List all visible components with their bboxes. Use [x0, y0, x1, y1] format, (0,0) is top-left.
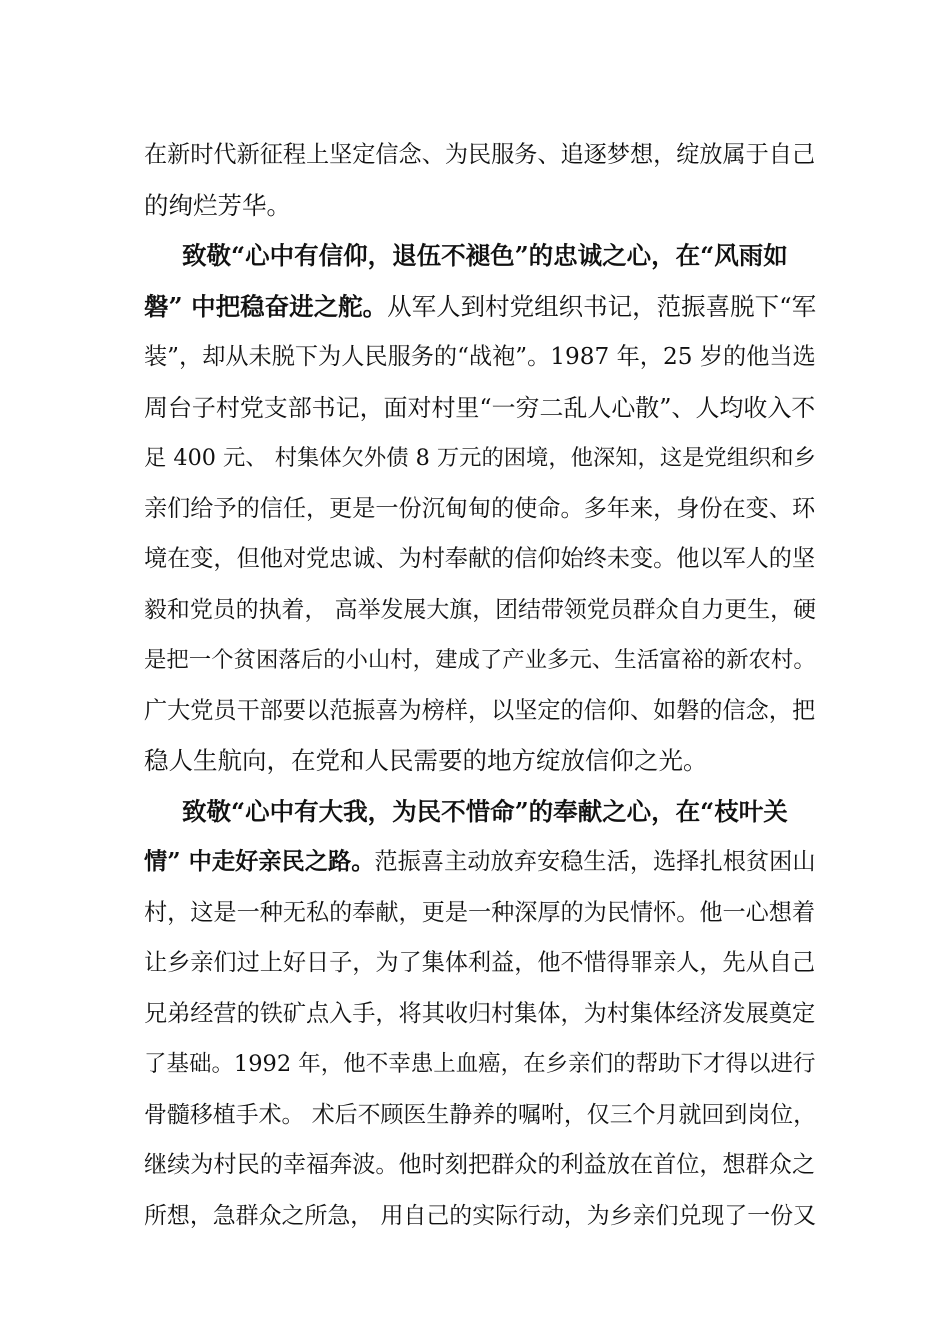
body-text-segment: 从军人到村党组织书记，范振喜脱下“军 [387, 291, 817, 321]
text-line [144, 534, 814, 585]
bold-heading-text: 致敬“心中有大我，为民不惜命”的奉献之心，在“枝叶关 [182, 796, 788, 826]
text-line [144, 332, 814, 383]
body-text-segment: 在新时代新征程上坚定信念、为民服务、追逐梦想，绽放属于自己 [144, 142, 816, 168]
text-line [144, 938, 814, 989]
body-text-segment: 装”，却从未脱下为人民服务的“战袍”。1987 年，25 岁的他当选 [144, 343, 816, 370]
body-text-segment: 广大党员干部要以范振喜为榜样，以坚定的信仰、如磐的信念，把 [144, 697, 816, 724]
text-line [144, 837, 814, 888]
text-line [144, 484, 814, 535]
text-line [144, 130, 814, 181]
body-text-segment: 稳人生航向，在党和人民需要的地方绽放信仰之光。 [144, 746, 708, 775]
text-line [144, 736, 814, 787]
body-text-segment: 兄弟经营的铁矿点入手，将其收归村集体，为村集体经济发展奠定 [144, 1000, 816, 1027]
body-text-segment: 足 400 元、 村集体欠外债 8 万元的困境，他深知，这是党组织和乡 [144, 445, 816, 471]
text-line [144, 1140, 814, 1191]
bold-heading-text: 致敬“心中有信仰，退伍不褪色”的忠诚之心，在“风雨如 [182, 241, 788, 270]
body-text-segment: 毅和党员的执着， 高举发展大旗，团结带领党员群众自力更生，硬 [144, 596, 817, 623]
text-line [144, 1191, 817, 1242]
text-line [144, 383, 814, 434]
text-line [144, 635, 814, 686]
body-text-segment: 周台子村党支部书记，面对村里“一穷二乱人心散”、人均收入不 [144, 393, 816, 422]
body-text-segment: 所想，急群众之所急， 用自己的实际行动，为乡亲们兑现了一份又 [144, 1202, 817, 1229]
body-text [144, 130, 817, 1241]
body-text-segment: 境在变，但他对党忠诚、为村奉献的信仰始终未变。他以军人的坚 [144, 546, 816, 572]
body-text-segment: 亲们给予的信任，更是一份沉甸甸的使命。多年来，身份在变、环 [144, 495, 816, 522]
text-line [144, 282, 817, 333]
text-line [144, 1090, 817, 1141]
body-text-segment: 让乡亲们过上好日子，为了集体利益，他不惜得罪亲人，先从自己 [144, 950, 816, 976]
text-line [144, 787, 814, 838]
text-line [144, 433, 814, 484]
bold-heading-text: 情” 中走好亲民之路。 [144, 848, 375, 875]
text-line [144, 888, 814, 939]
body-text-segment: 了基础。1992 年，他不幸患上血癌，在乡亲们的帮助下才得以进行 [144, 1051, 816, 1077]
text-line [144, 989, 814, 1040]
body-text-segment: 的绚烂芳华。 [144, 190, 291, 220]
body-text-segment: 范振喜主动放弃安稳生活，选择扎根贫困山 [374, 848, 816, 875]
body-text-segment: 村，这是一种无私的奉献，更是一种深厚的为民情怀。他一心想着 [144, 899, 816, 926]
text-line [144, 231, 814, 282]
text-line [144, 181, 814, 232]
text-line [144, 1039, 814, 1090]
body-text-segment: 继续为村民的幸福奔波。他时刻把群众的利益放在首位，想群众之 [144, 1152, 816, 1178]
text-line [144, 585, 817, 636]
body-text-segment: 是把一个贫困落后的小山村，建成了产业多元、生活富裕的新农村。 [144, 647, 816, 673]
text-line [144, 686, 814, 737]
bold-heading-text: 磐” 中把稳奋进之舵。 [144, 291, 388, 321]
body-text-segment: 骨髓移植手术。 术后不顾医生静养的嘱咐，仅三个月就回到岗位， [144, 1101, 817, 1128]
